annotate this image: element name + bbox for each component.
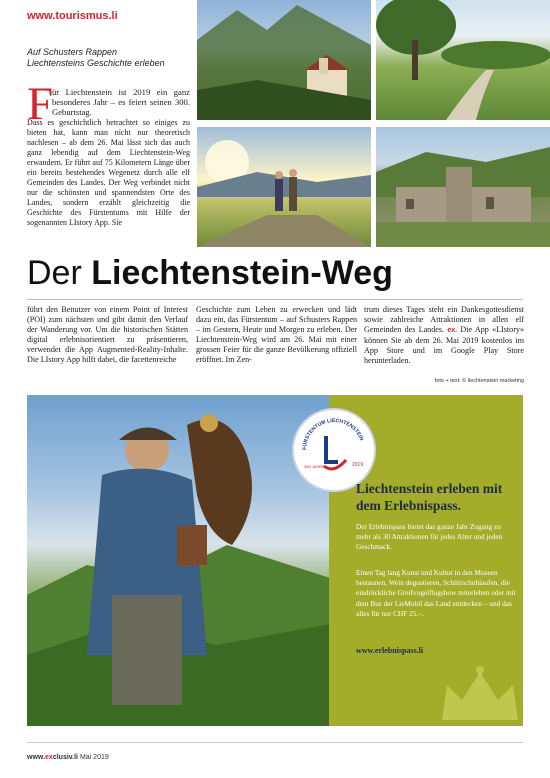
footer-domain: clusiv.li bbox=[52, 754, 78, 761]
body-column-1: führt den Benutzer von einem Point of Interest (POI) zum nächsten und gibt damit den Verlauf der Wanderung vor. Um die historischen Stätten digital erlebnisorientiert zu präsentieren, verwendet die App Augmented-Reality-Inhalte. Die LIstory App hilft dabei, die facettenreiche bbox=[27, 305, 188, 365]
body-column-2: Geschichte zum Leben zu erwecken und lädt dazu ein, das Fürstentum – auf Schusters Rappen – im Gestern, Heute und Morgen zu erleben. Der Liechtenstein-Weg wird am 26. Mai mit einer grossen Feier für die ganze Bevölkerung offiziell eröffnet. Im Zen- bbox=[196, 305, 357, 365]
kicker bbox=[27, 47, 187, 69]
kicker-line-1: Auf Schusters Rappen bbox=[27, 47, 118, 57]
photo-path-tree bbox=[376, 0, 550, 120]
footer-www: www. bbox=[27, 754, 46, 761]
svg-text:FÜRSTENTUM LIECHTENSTEIN bbox=[301, 418, 364, 450]
footer bbox=[27, 754, 109, 761]
divider bbox=[27, 299, 523, 300]
column-3-text: trum dieses Tages steht ein Dankesgottesdienst sowie zahlreiche Attraktionen in allen elf Gemeinden des Landes. bbox=[364, 305, 524, 335]
photo-credit: foto + text: © liechtenstein marketing bbox=[434, 378, 524, 384]
body-column-3 bbox=[364, 305, 524, 367]
ad-website-link[interactable]: www.erlebnispass.li bbox=[356, 646, 424, 655]
photo-hikers bbox=[197, 127, 371, 247]
ad-paragraph-1: Der Erlebnispass bietet das ganze Jahr Zugang zu mehr als 30 Attraktionen für jedes Alter und jeden Geschmack. bbox=[356, 522, 503, 551]
article-headline bbox=[27, 253, 393, 293]
footer-rule bbox=[27, 742, 523, 743]
drop-cap: F bbox=[27, 78, 54, 130]
kicker-line-2: Liechtensteins Geschichte erleben bbox=[27, 58, 165, 68]
intro-body: Dass es geschichtlich betrachtet so einiges zu bieten hat, kann man nicht nur theoretisch nachlesen – ab dem 26. Mai lässt sich das auch ganz lebendig auf dem Liechtenstein-Weg erwandern. Er führt auf 75 Kilometern Länge über ein bereits bestehendes Wegenetz durch alle elf Gemeinden des Landes. Der Weg verbindet nicht nur die schönsten und spannendsten Orte des Landes, sondern erzählt gleichzeitig die Geschichte des Fürstentums mit Hilfe der sogenannten LIstory App. Sie bbox=[27, 118, 190, 227]
intro-lead: ür Liechtenstein ist 2019 ein ganz besonderes Jahr – es feiert seinen 300. Geburtstag. bbox=[52, 87, 190, 118]
photo-ruins bbox=[376, 127, 550, 247]
author-signature: ex. bbox=[447, 327, 458, 335]
headline-bold: Liechtenstein-Weg bbox=[91, 254, 393, 292]
footer-date: Mai 2019 bbox=[79, 754, 109, 761]
headline-light: Der bbox=[27, 254, 82, 292]
footer-ex: ex bbox=[45, 754, 53, 761]
ad-paragraph-2: Einen Tag lang Kunst und Kultur in den Museen bestaunen, Wein degustieren, Schlittschuhlaufen, die eindrückliche Greifvogelflugshow miterleben oder mit dem Bus der LieMobil das Land entdecken – und das alles für nur CHF 25.–. bbox=[356, 568, 516, 618]
column-3-text-b: Die App «LIstory» können Sie ab dem 26. Mai 2019 kostenlos im App Store und im Google Play Store herunterladen. bbox=[364, 325, 524, 366]
ad-headline: Liechtenstein erleben mit dem Erlebnispass. bbox=[356, 481, 503, 513]
seal-text: FÜRSTENTUM LIECHTENSTEIN bbox=[301, 417, 365, 451]
photo-castle bbox=[197, 0, 371, 120]
seal-year: 2019 bbox=[352, 462, 364, 468]
site-url[interactable]: www.tourismus.li bbox=[27, 10, 118, 22]
crown-icon bbox=[437, 660, 523, 726]
erlebnispass-ad bbox=[27, 395, 523, 726]
seal-sub: 300 JAHRE bbox=[304, 464, 325, 469]
